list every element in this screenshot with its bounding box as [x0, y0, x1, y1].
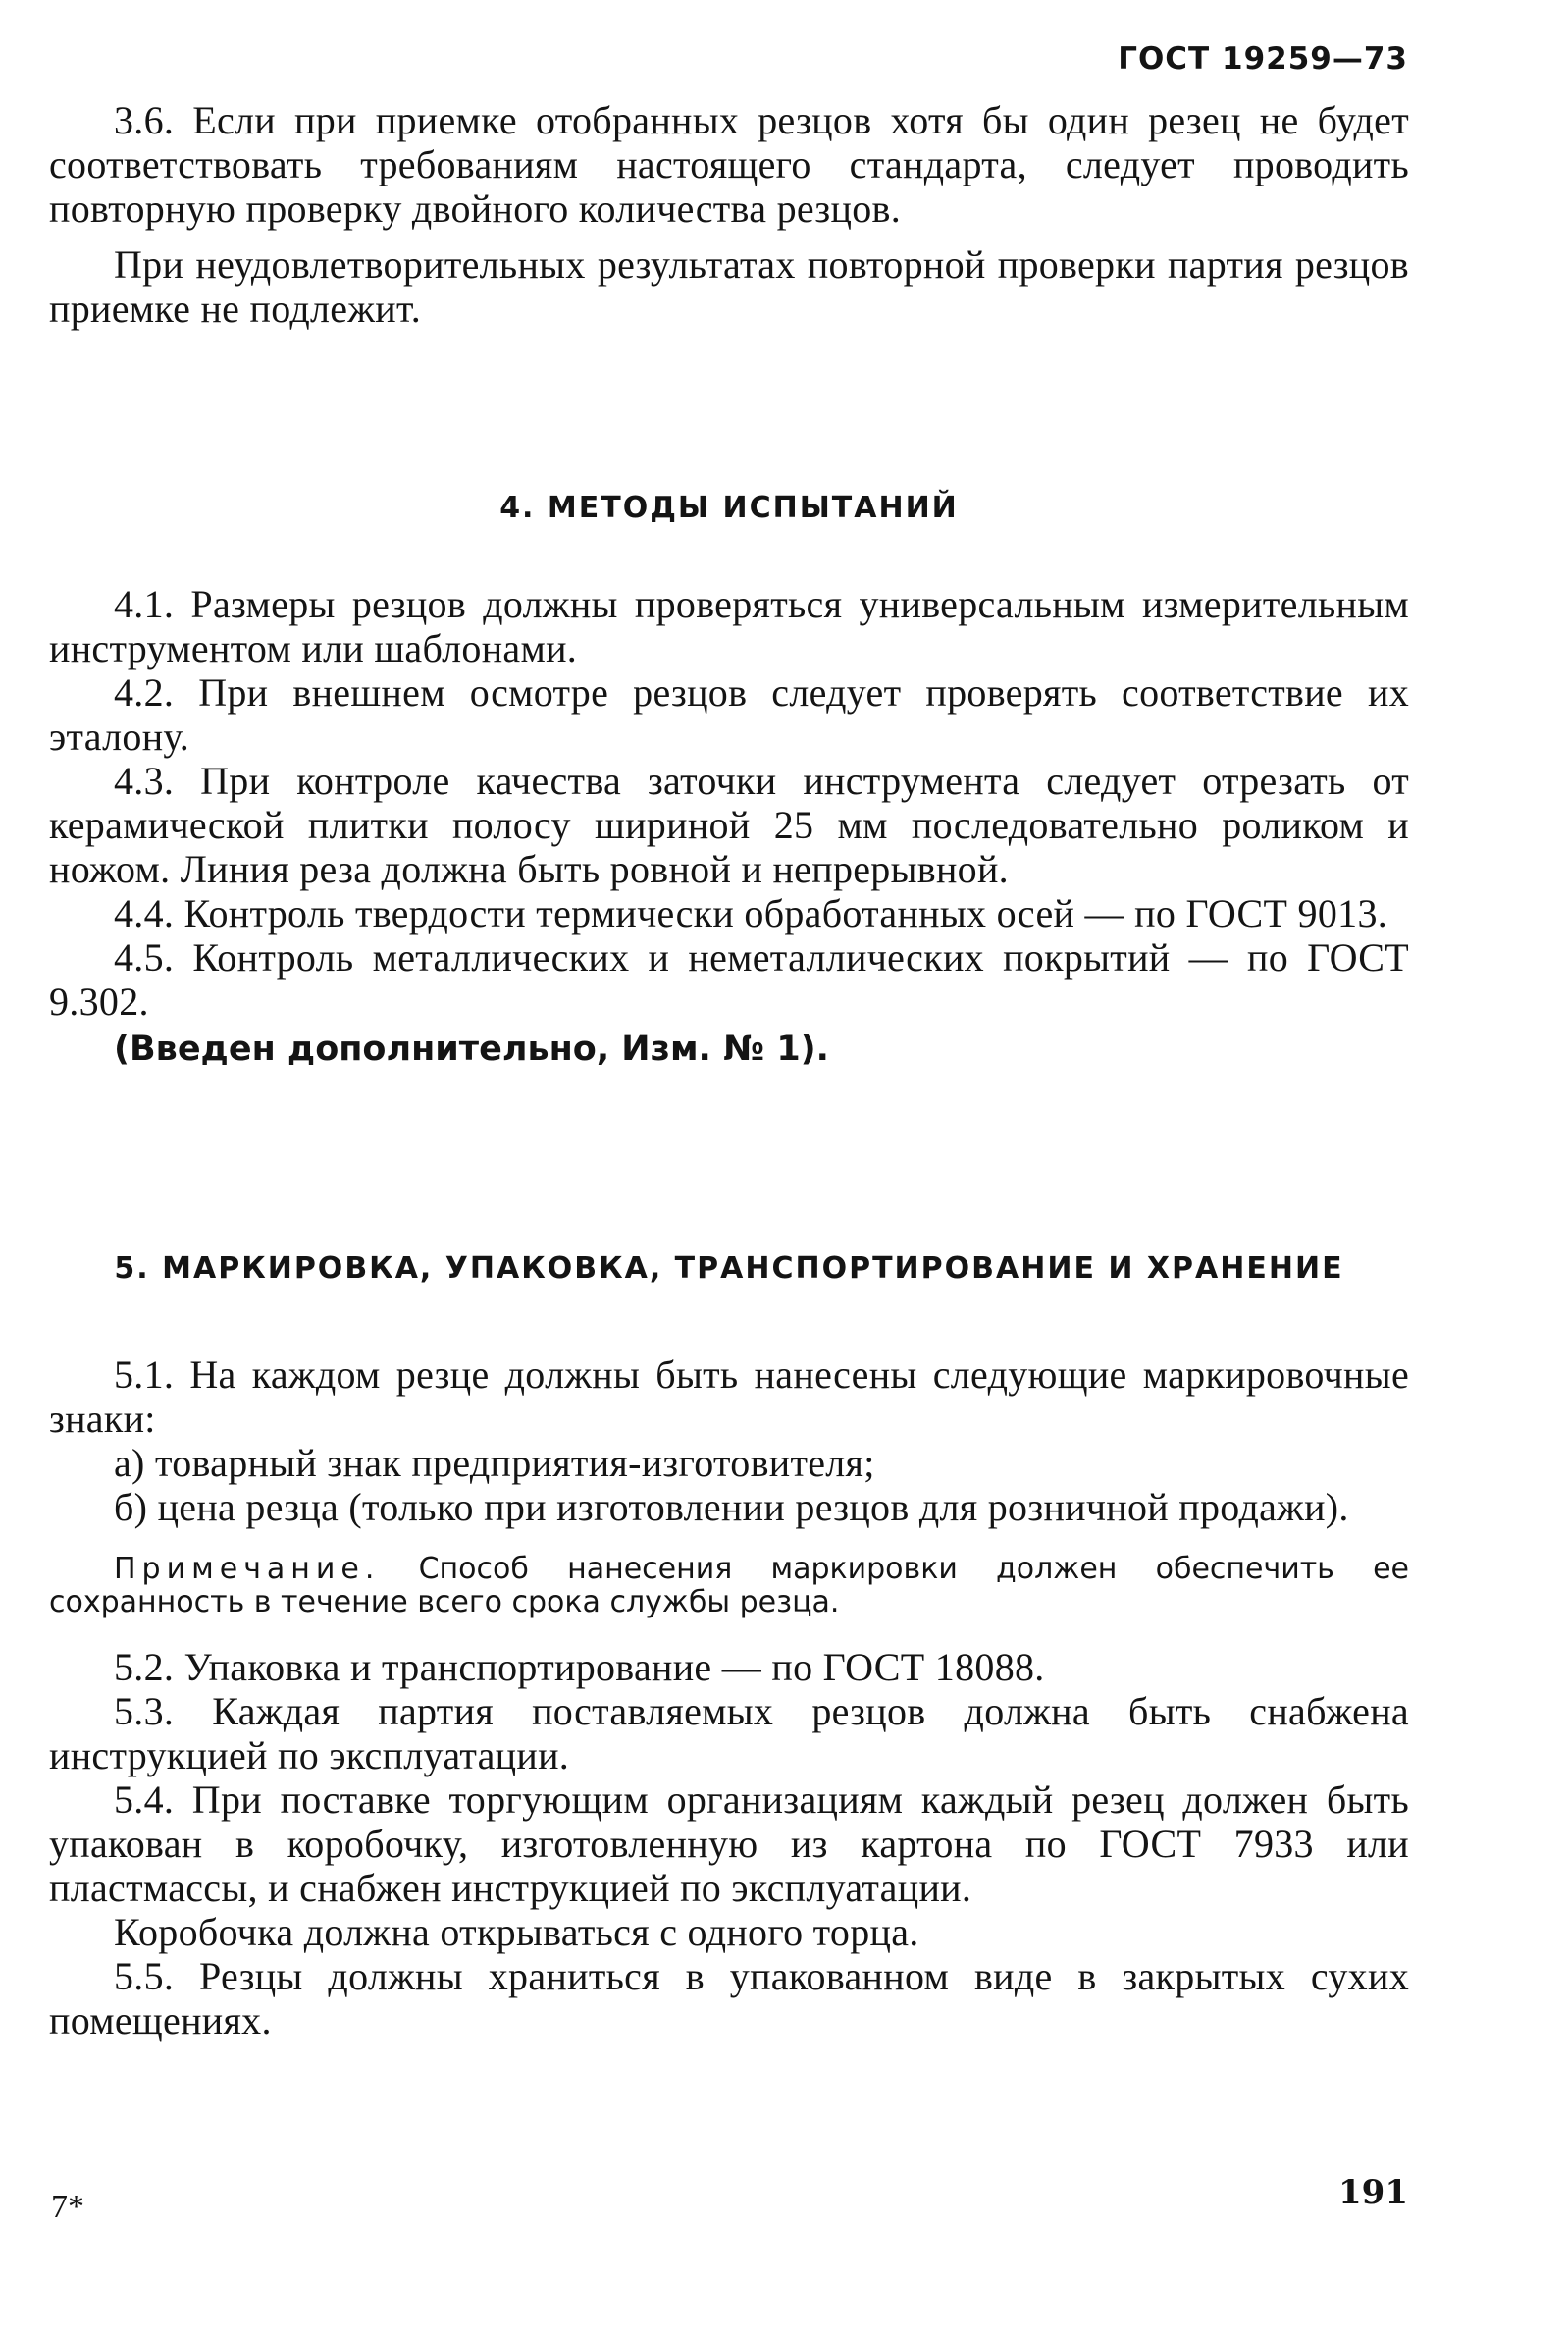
note	[49, 1553, 1409, 1619]
paragraph-4-2: 4.2. При внешнем осмотре резцов следует проверять соответствие их эталону.	[49, 670, 1409, 759]
paragraph-5-4: 5.4. При поставке торгующим организациям каждый резец должен быть упакован в коробочку, изготовленную из картона по ГОСТ 7933 или пластмассы, и снабжен инструкцией по эксплуатации.	[49, 1777, 1409, 1910]
running-header: ГОСТ 19259—73	[1118, 41, 1408, 77]
section-4-body	[49, 582, 1409, 1069]
section-3	[49, 98, 1409, 331]
paragraph-5-3: 5.3. Каждая партия поставляемых резцов должна быть снабжена инструкцией по эксплуатации.	[49, 1689, 1409, 1777]
paragraph-3-6: 3.6. Если при приемке отобранных резцов хотя бы один резец не будет соответствовать требованиям настоящего стандарта, следует проводить повторную проверку двойного количества резцов.	[49, 98, 1409, 231]
sheet-mark: 7*	[51, 2189, 84, 2225]
section-5	[49, 1251, 1409, 1286]
paragraph-5-1: 5.1. На каждом резце должны быть нанесены следующие маркировочные знаки:	[49, 1352, 1409, 1441]
section-5-body	[49, 1352, 1409, 2042]
section-4	[49, 491, 1409, 525]
paragraph-3-6-cont: При неудовлетворительных результатах повторной проверки партия резцов приемке не подлежит.	[49, 242, 1409, 331]
paragraph-4-3: 4.3. При контроле качества заточки инструмента следует отрезать от керамической плитки полосу шириной 25 мм последовательно роликом и ножом. Линия реза должна быть ровной и непрерывной.	[49, 759, 1409, 891]
section-4-title: 4. МЕТОДЫ ИСПЫТАНИЙ	[499, 491, 959, 525]
paragraph-5-1-a: а) товарный знак предприятия-изготовителя;	[114, 1441, 875, 1485]
page-number: 191	[1338, 2173, 1408, 2212]
amendment-note: (Введен дополнительно, Изм. № 1).	[114, 1030, 829, 1069]
note-label: Примечание.	[114, 1552, 381, 1586]
section-5-title: 5. МАРКИРОВКА, УПАКОВКА, ТРАНСПОРТИРОВАНИЕ И ХРАНЕНИЕ	[114, 1251, 1344, 1286]
paragraph-5-2: 5.2. Упаковка и транспортирование — по ГОСТ 18088.	[114, 1645, 1045, 1689]
paragraph-4-4: 4.4. Контроль твердости термически обработанных осей — по ГОСТ 9013.	[114, 891, 1388, 935]
paragraph-5-5: 5.5. Резцы должны храниться в упакованном виде в закрытых сухих помещениях.	[49, 1954, 1409, 2042]
paragraph-5-4-cont: Коробочка должна открываться с одного торца.	[114, 1910, 919, 1954]
note-text: Способ нанесения маркировки должен обеспечить ее сохранность в течение всего срока службы резца.	[49, 1552, 1409, 1619]
paragraph-4-1: 4.1. Размеры резцов должны проверяться универсальным измерительным инструментом или шаблонами.	[49, 582, 1409, 670]
paragraph-5-1-b: б) цена резца (только при изготовлении резцов для розничной продажи).	[114, 1485, 1349, 1529]
paragraph-4-5: 4.5. Контроль металлических и неметаллических покрытий — по ГОСТ 9.302.	[49, 935, 1409, 1024]
